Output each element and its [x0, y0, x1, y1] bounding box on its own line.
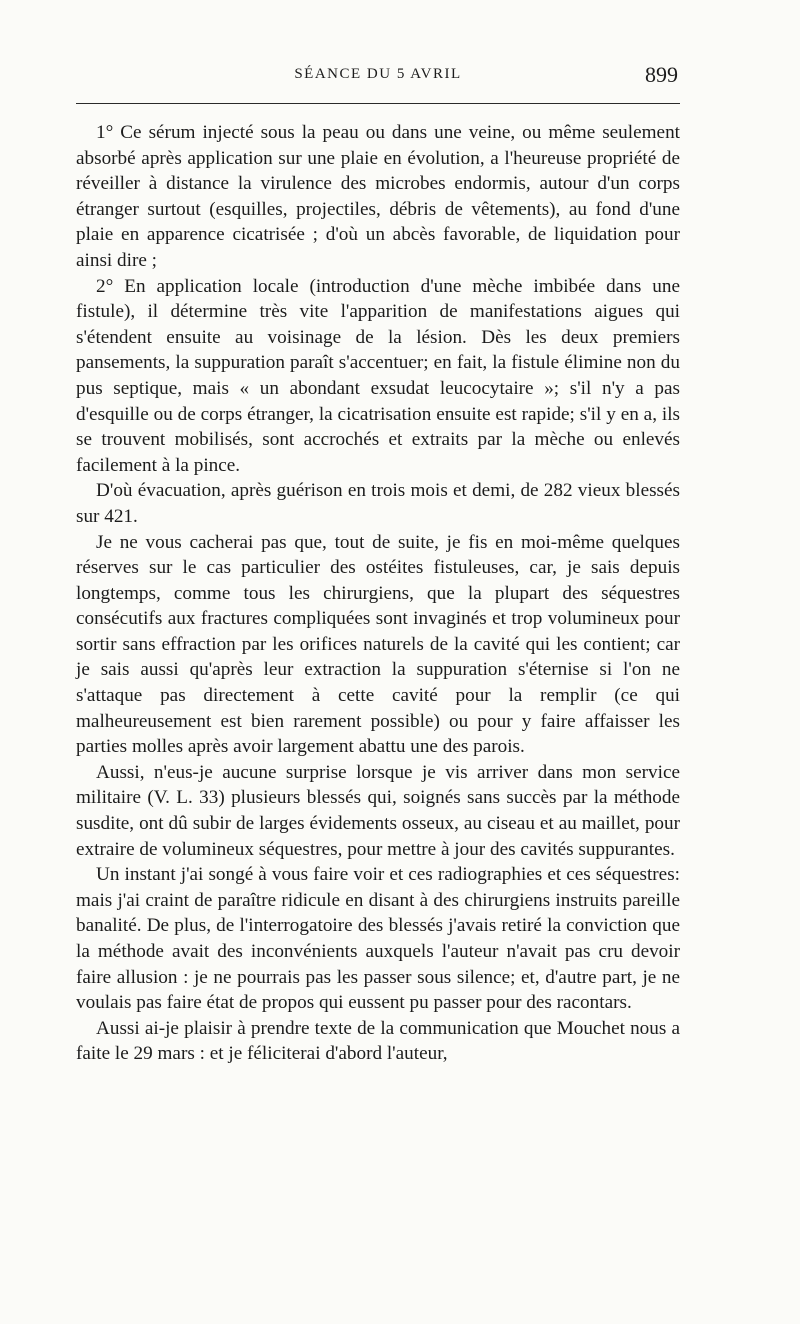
body-text — [76, 120, 680, 1067]
paragraph-1: 1° Ce sérum injecté sous la peau ou dans une veine, ou même seulement absorbé après application sur une plaie en évolution, a l'heureuse propriété de réveiller à distance la virulence des microbes endormis, autour d'un corps étranger surtout (esquilles, projectiles, débris de vêtements), au fond d'une plaie en apparence cicatrisée ; d'où un abcès favorable, de liquidation pour ainsi dire ; — [76, 122, 680, 271]
page-number: 899 — [645, 62, 678, 87]
paragraph-3: D'où évacuation, après guérison en trois mois et demi, de 282 vieux blessés sur 421. — [76, 480, 680, 527]
paragraph-2: 2° En application locale (introduction d'une mèche imbibée dans une fistule), il détermine très vite l'apparition de manifestations aigues qui s'étendent ensuite au voisinage de la lésion. Dès les deux premiers pansements, la suppuration paraît s'accentuer; en fait, la fistule élimine non du pus septique, mais « un abondant exsudat leucocytaire »; s'il n'y a pas d'esquille ou de corps étranger, la cicatrisation ensuite est rapide; s'il y en a, ils se trouvent mobilisés, sont accrochés et extraits par la mèche ou enlevés facilement à la pince. — [76, 275, 680, 476]
header-rule — [76, 103, 680, 104]
running-head — [76, 62, 680, 88]
paragraph-4: Je ne vous cacherai pas que, tout de suite, je fis en moi-même quelques réserves sur le cas particulier des ostéites fistuleuses, car, je sais depuis longtemps, comme tous les chirurgiens, que la plupart des séquestres consécutifs aux fractures compliquées sont invaginés et trop volumineux pour sortir sans effraction par les orifices naturels de la cavité qui les contient; car je sais aussi qu'après leur extraction la suppuration s'éternise si l'on ne s'attaque pas directement à cette cavité pour la remplir (ce qui malheureusement est bien rarement possible) ou pour y faire affaisser les parties molles après avoir largement abattu une des parois. — [76, 531, 680, 758]
paragraph-7: Aussi ai-je plaisir à prendre texte de la communication que Mouchet nous a faite le 29 mars : et je féliciterai d'abord l'auteur, — [76, 1017, 680, 1065]
running-title: SÉANCE DU 5 AVRIL — [294, 66, 462, 82]
paragraph-6: Un instant j'ai songé à vous faire voir et ces radiographies et ces séquestres: mais j'ai craint de paraître ridicule en disant à des chirurgiens instruits pareille banalité. De plus, de l'interrogatoire des blessés j'avais retiré la conviction que la méthode avait des inconvénients auxquels l'auteur n'avait pas cru devoir faire allusion : je ne pourrais pas les passer sous silence; et, d'autre part, je ne voulais pas faire état de propos qui eussent pu passer pour des racontars. — [76, 864, 680, 1014]
paragraph-5: Aussi, n'eus-je aucune surprise lorsque je vis arriver dans mon service militaire (V. L. 33) plusieurs blessés qui, soignés sans succès par la méthode susdite, ont dû subir de larges évidements osseux, au ciseau et au maillet, pour extraire de volumineux séquestres, pour mettre à jour des cavités suppurantes. — [76, 761, 680, 860]
